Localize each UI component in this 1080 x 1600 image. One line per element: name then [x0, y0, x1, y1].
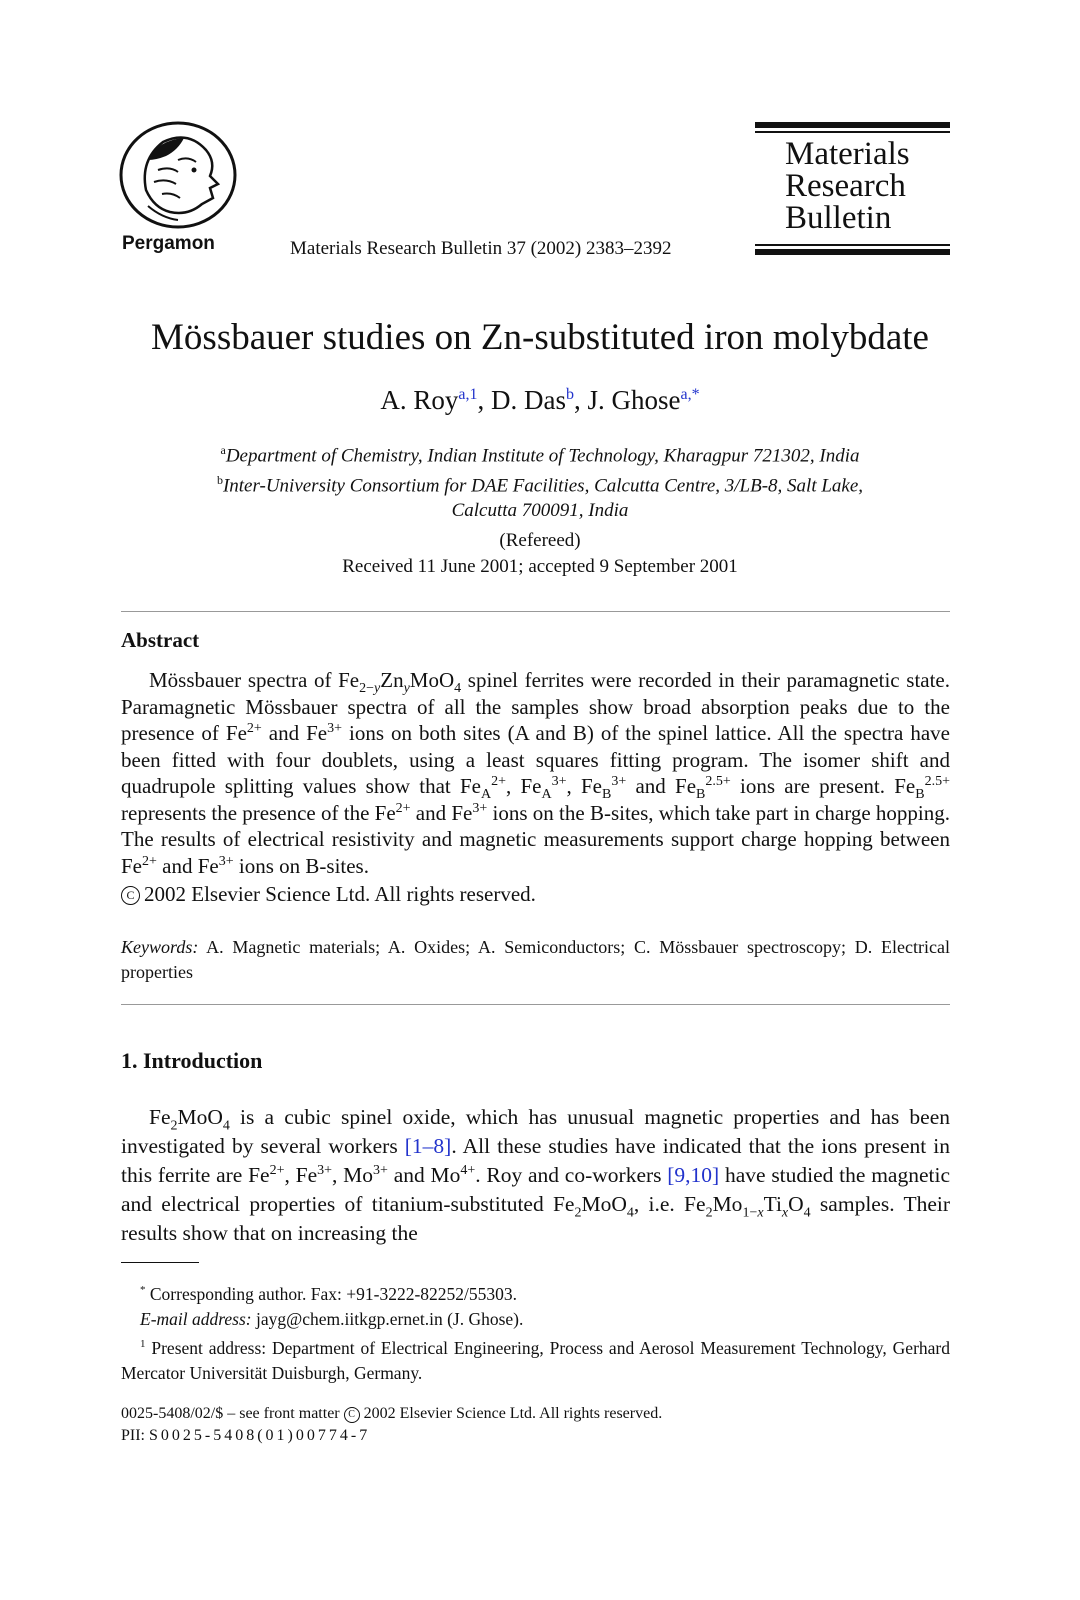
affiliation-b-continued: Calcutta 700091, India	[451, 499, 629, 521]
keywords-label: Keywords:	[121, 937, 199, 957]
athena-head-icon	[118, 120, 238, 230]
pergamon-logo	[118, 120, 238, 250]
footnotes	[121, 1278, 950, 1386]
author-name: D. Das	[491, 385, 566, 415]
article-title: Mössbauer studies on Zn-substituted iron molybdate	[151, 317, 929, 358]
pii-line: PII: S0025-5408(01)00774-7	[121, 1427, 371, 1444]
journal-name-line1: Materials	[785, 136, 910, 172]
citation-link[interactable]: [9,10]	[667, 1163, 720, 1187]
article-dates	[0, 528, 1080, 580]
copyright-icon: C	[344, 1407, 360, 1423]
divider	[121, 611, 950, 612]
author-name: A. Roy	[380, 385, 459, 415]
section-heading: 1. Introduction	[121, 1048, 263, 1073]
author-list: A. Roy$^{a,1}$, D. Das$^b$, J. Ghose$^{a,*}$	[380, 385, 700, 415]
abstract-heading: Abstract	[121, 628, 200, 652]
publisher-name: Pergamon	[122, 233, 215, 254]
affiliations	[0, 438, 1080, 523]
front-matter	[121, 1403, 662, 1447]
citation-link[interactable]: [1–8]	[404, 1134, 452, 1158]
footnote-rule	[121, 1262, 199, 1263]
journal-name-line3: Bulletin	[785, 200, 892, 236]
received-accepted-dates: Received 11 June 2001; accepted 9 September 2001	[342, 556, 738, 577]
footnote-email: E-mail address: jayg@chem.iitkgp.ernet.in (J. Ghose).	[140, 1308, 524, 1329]
author-affiliation-link[interactable]: a,1	[458, 386, 478, 403]
refereed-label: (Refereed)	[499, 530, 581, 551]
abstract-text: Mössbauer spectra of $Fe_{2-y}Zn_yMoO_4$ spinel ferrites were recorded in their paramagnetic state. Paramagnetic Mössbauer spectra of all the samples show broad absorption peaks due to the presence of $Fe^{2+}$ and $Fe^{3+}$ ions on both sites (A and B) of the spinel lattice. All the spectra have been fitted with four doublets, using a least squares fitting program. The isomer shift and quadrupole splitting values show that $Fe_A^{2+}$, $Fe_A^{3+}$, $Fe_B^{3+}$ and $Fe_B^{2.5+}$ ions are present. $Fe_B^{2.5+}$ represents the presence of the $Fe^{2+}$ and $Fe^{3+}$ ions on the B-sites, which take part in charge hopping. The results of electrical resistivity and magnetic measurements support charge hopping between $Fe^{2+}$ and $Fe^{3+}$ ions on B-sites.	[121, 668, 951, 878]
divider	[121, 1004, 950, 1005]
abstract-copyright: C 2002 Elsevier Science Ltd. All rights reserved.	[121, 882, 536, 907]
footnote-corresponding: * Corresponding author. Fax: +91-3222-82252/55303.	[140, 1283, 518, 1304]
author-affiliation-link[interactable]: b	[566, 386, 574, 403]
introduction-text: $Fe_2MoO_4$ is a cubic spinel oxide, which has unusual magnetic properties and has been investigated by several workers [1–8]. All these studies have indicated that the ions present in this ferrite are $Fe^{2+}$, $Fe^{3+}$, $Mo^{3+}$ and $Mo^{4+}$. Roy and co-workers [9,10] have studied the magnetic and electrical properties of titanium-substituted $Fe_2MoO_4$, i.e. $Fe_2Mo_{1-x}Ti_xO_4$ samples. Their results show that on increasing the	[121, 1105, 951, 1245]
footnote-present-address: $^1$ Present address: Department of Electrical Engineering, Process and Aerosol Measurement Technology, Gerhard Mercator Universität Duisburgh, Germany.	[121, 1337, 950, 1383]
affiliation-b: $^b$Inter-University Consortium for DAE Facilities, Calcutta Centre, 3/LB-8, Salt Lake,	[216, 473, 864, 497]
journal-masthead	[755, 122, 950, 255]
keywords-text: A. Magnetic materials; A. Oxides; A. Semiconductors; C. Mössbauer spectroscopy; D. Electrical properties	[121, 937, 950, 982]
author-name: J. Ghose	[587, 385, 681, 415]
journal-name-line2: Research	[785, 168, 906, 204]
affiliation-a: $^a$Department of Chemistry, Indian Institute of Technology, Kharagpur 721302, India	[220, 443, 860, 467]
keywords	[121, 935, 950, 985]
copyright-icon: C	[121, 886, 140, 905]
issn-line: 0025-5408/02/$ – see front matter C 2002 Elsevier Science Ltd. All rights reserved.	[121, 1405, 663, 1422]
author-affiliation-link[interactable]: a,*	[680, 386, 700, 403]
journal-citation: Materials Research Bulletin 37 (2002) 2383–2392	[290, 238, 672, 259]
